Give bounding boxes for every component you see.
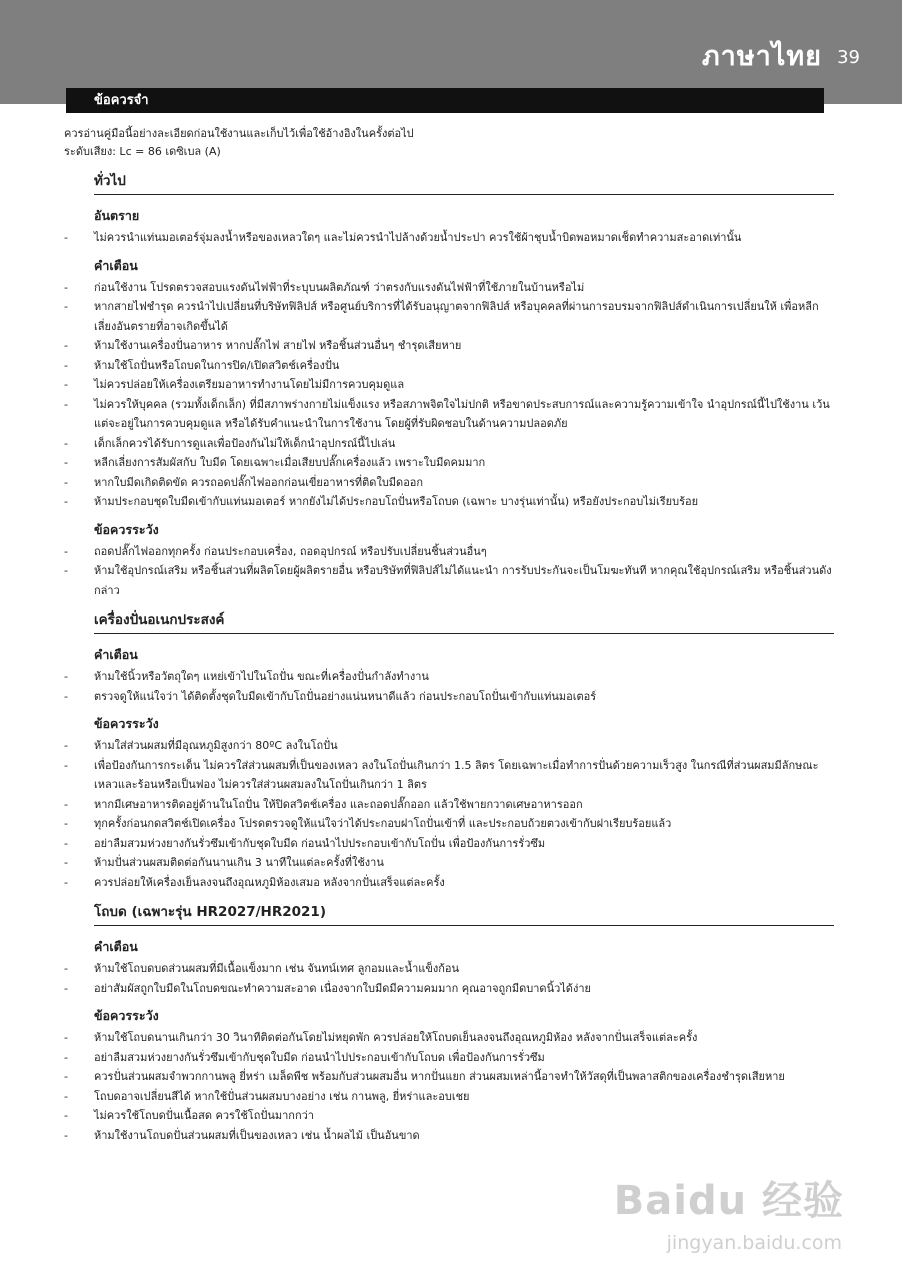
list-item: - ห้ามใช้งานเครื่องปั่นอาหาร หากปลั๊กไฟ สายไฟ หรือชิ้นส่วนอื่นๆ ชำรุดเสียหาย bbox=[64, 336, 834, 356]
bullet-list bbox=[64, 1028, 834, 1145]
list-item: - ทุกครั้งก่อนกดสวิตช์เปิดเครื่อง โปรดตรวจดูให้แน่ใจว่าได้ประกอบฝาโถปั่นเข้าที่ และประกอบถ้วยตวงเข้ากับฝาเรียบร้อยแล้ว bbox=[64, 814, 834, 834]
list-item: - ไม่ควรนำแท่นมอเตอร์จุ่มลงน้ำหรือของเหลวใดๆ และไม่ควรนำไปล้างด้วยน้ำประปา ควรใช้ผ้าชุบน้ำบิดพอหมาดเช็ดทำความสะอาดเท่านั้น bbox=[64, 228, 834, 248]
bullet-list bbox=[64, 959, 834, 998]
subsection-heading: ข้อควรระวัง bbox=[94, 1008, 159, 1023]
section-heading: ทั่วไป bbox=[94, 170, 834, 195]
section-heading: เครื่องปั่นอเนกประสงค์ bbox=[94, 609, 834, 634]
subsection-heading: ข้อควรระวัง bbox=[94, 716, 159, 731]
list-item: - ไม่ควรปล่อยให้เครื่องเตรียมอาหารทำงานโดยไม่มีการควบคุมดูแล bbox=[64, 375, 834, 395]
bullet-list bbox=[64, 736, 834, 892]
page-number: 39 bbox=[837, 47, 860, 68]
list-item: - ห้ามปั่นส่วนผสมติดต่อกันนานเกิน 3 นาทีในแต่ละครั้งที่ใช้งาน bbox=[64, 853, 834, 873]
list-item: - ห้ามใช้โถบดบดส่วนผสมที่มีเนื้อแข็งมาก เช่น จันทน์เทศ ลูกอมและน้ำแข็งก้อน bbox=[64, 959, 834, 979]
list-item: - หากใบมีดเกิดติดขัด ควรถอดปลั๊กไฟออกก่อนเขี่ยอาหารที่ติดใบมีดออก bbox=[64, 473, 834, 493]
list-item: - หากมีเศษอาหารติดอยู่ด้านในโถปั่น ให้ปิดสวิตช์เครื่อง และถอดปลั๊กออก แล้วใช้พายกวาดเศษอาหารออก bbox=[64, 795, 834, 815]
list-item: - ตรวจดูให้แน่ใจว่า ได้ติดตั้งชุดใบมีดเข้ากับโถปั่นอย่างแน่นหนาดีแล้ว ก่อนประกอบโถปั่นเข้ากับแท่นมอเตอร์ bbox=[64, 687, 834, 707]
list-item: - หลีกเลี่ยงการสัมผัสกับ ใบมีด โดยเฉพาะเมื่อเสียบปลั๊กเครื่องแล้ว เพราะใบมีดคมมาก bbox=[64, 453, 834, 473]
intro-line: ควรอ่านคู่มือนี้อย่างละเอียดก่อนใช้งานและเก็บไว้เพื่อใช้อ้างอิงในครั้งต่อไป bbox=[64, 127, 414, 140]
list-item: - ห้ามใช้นิ้วหรือวัตถุใดๆ แหย่เข้าไปในโถปั่น ขณะที่เครื่องปั่นกำลังทำงาน bbox=[64, 667, 834, 687]
list-item: - ห้ามใช้อุปกรณ์เสริม หรือชิ้นส่วนที่ผลิตโดยผู้ผลิตรายอื่น หรือบริษัทที่ฟิลิปส์ไม่ได้แนะนำ การรับประกันจะเป็นโมฆะทันที หากคุณใช้อุปกรณ์เสริม หรือชิ้นส่วนดังกล่าว bbox=[64, 561, 834, 600]
list-item: - โถบดอาจเปลี่ยนสีได้ หากใช้ปั่นส่วนผสมบางอย่าง เช่น กานพลู, ยี่หร่าและอบเชย bbox=[64, 1087, 834, 1107]
list-item: - อย่าลืมสวมห่วงยางกันรั่วซึมเข้ากับชุดใบมีด ก่อนนำไปประกอบเข้ากับโถบด เพื่อป้องกันการรั่วซึม bbox=[64, 1048, 834, 1068]
section-heading: โถบด (เฉพาะรุ่น HR2027/HR2021) bbox=[94, 901, 834, 926]
watermark-url: jingyan.baidu.com bbox=[666, 1232, 842, 1254]
subsection-heading: คำเตือน bbox=[94, 257, 138, 273]
list-item: - ไม่ควรให้บุคคล (รวมทั้งเด็กเล็ก) ที่มีสภาพร่างกายไม่แข็งแรง หรือสภาพจิตใจไม่ปกติ หรือขาดประสบการณ์และความรู้ความเข้าใจ นำอุปกรณ์นี้ไปใช้งาน เว้นแต่จะอยู่ในการควบคุมดูแล หรือได้รับคำแนะนำในการใช้งาน โดยผู้ที่รับผิดชอบในด้านความปลอดภัย bbox=[64, 395, 834, 434]
list-item: - ถอดปลั๊กไฟออกทุกครั้ง ก่อนประกอบเครื่อง, ถอดอุปกรณ์ หรือปรับเปลี่ยนชิ้นส่วนอื่นๆ bbox=[64, 542, 834, 562]
list-item: - ห้ามใช้งานโถบดปั่นส่วนผสมที่เป็นของเหลว เช่น น้ำผลไม้ เป็นอันขาด bbox=[64, 1126, 834, 1146]
watermark-logo: Baidu 经验 bbox=[613, 1178, 844, 1224]
bullet-list bbox=[64, 667, 834, 706]
list-item: - ห้ามใส่ส่วนผสมที่มีอุณหภูมิสูงกว่า 80ºC ลงในโถปั่น bbox=[64, 736, 834, 756]
subsection-heading: คำเตือน bbox=[94, 939, 138, 954]
list-item: - เด็กเล็กควรได้รับการดูแลเพื่อป้องกันไม่ให้เด็กนำอุปกรณ์นี้ไปเล่น bbox=[64, 434, 834, 454]
notice-title-bar: ข้อควรจำ bbox=[66, 88, 824, 113]
list-item: - เพื่อป้องกันการกระเด็น ไม่ควรใส่ส่วนผสมที่เป็นของเหลว ลงในโถปั่นเกินกว่า 1.5 ลิตร โดยเฉพาะเมื่อทำการปั่นด้วยความเร็วสูง ในกรณีที่ส่วนผสมมีลักษณะเหลวและร้อนหรือเป็นฟอง ไม่ควรใส่ส่วนผสมลงในโถปั่นเกินกว่า 1 ลิตร bbox=[64, 756, 834, 795]
bullet-list bbox=[64, 278, 834, 512]
list-item: - อย่าลืมสวมห่วงยางกันรั่วซึมเข้ากับชุดใบมีด ก่อนนำไปประกอบเข้ากับโถปั่น เพื่อป้องกันการรั่วซึม bbox=[64, 834, 834, 854]
intro-line: ระดับเสียง: Lc = 86 เดซิเบล (A) bbox=[64, 145, 221, 158]
list-item: - ไม่ควรใช้โถบดปั่นเนื้อสด ควรใช้โถปั่นมากกว่า bbox=[64, 1106, 834, 1126]
list-item: - ห้ามประกอบชุดใบมีดเข้ากับแท่นมอเตอร์ หากยังไม่ได้ประกอบโถปั่นหรือโถบด (เฉพาะ บางรุ่นเท่านั้น) หรือยังประกอบไม่เรียบร้อย bbox=[64, 492, 834, 512]
list-item: - ก่อนใช้งาน โปรดตรวจสอบแรงดันไฟฟ้าที่ระบุบนผลิตภัณฑ์ ว่าตรงกับแรงดันไฟฟ้าที่ใช้ภายในบ้านหรือไม่ bbox=[64, 278, 834, 298]
subsection-heading: อันตราย bbox=[94, 208, 140, 223]
list-item: - ควรปั่นส่วนผสมจำพวกกานพลู ยี่หร่า เมล็ดพืช พร้อมกับส่วนผสมอื่น หากปั่นแยก ส่วนผสมเหล่านี้อาจทำให้วัสดุที่เป็นพลาสติกของเครื่องชำรุดเสียหาย bbox=[64, 1067, 834, 1087]
list-item: - ห้ามใช้โถปั่นหรือโถบดในการปิด/เปิดสวิตช์เครื่องปั่น bbox=[64, 356, 834, 376]
subsection-heading: ข้อควรระวัง bbox=[94, 521, 159, 537]
document-body bbox=[64, 125, 834, 1154]
list-item: - ห้ามใช้โถบดนานเกินกว่า 30 วินาทีติดต่อกันโดยไม่หยุดพัก ควรปล่อยให้โถบดเย็นลงจนถึงอุณหภูมิห้อง หลังจากปั่นเสร็จแต่ละครั้ง bbox=[64, 1028, 834, 1048]
subsection-heading: คำเตือน bbox=[94, 647, 138, 662]
language-label: ภาษาไทย bbox=[701, 41, 822, 72]
bullet-list bbox=[64, 228, 834, 248]
bullet-list bbox=[64, 542, 834, 601]
list-item: - หากสายไฟชำรุด ควรนำไปเปลี่ยนที่บริษัทฟิลิปส์ หรือศูนย์บริการที่ได้รับอนุญาตจากฟิลิปส์ หรือบุคคลที่ผ่านการอบรมจากฟิลิปส์ดำเนินการเปลี่ยนให้ เพื่อหลีกเลี่ยงอันตรายที่อาจเกิดขึ้นได้ bbox=[64, 297, 834, 336]
list-item: - ควรปล่อยให้เครื่องเย็นลงจนถึงอุณหภูมิห้องเสมอ หลังจากปั่นเสร็จแต่ละครั้ง bbox=[64, 873, 834, 893]
list-item: - อย่าสัมผัสถูกใบมีดในโถบดขณะทำความสะอาด เนื่องจากใบมีดมีความคมมาก คุณอาจถูกมีดบาดนิ้วได้ง่าย bbox=[64, 979, 834, 999]
